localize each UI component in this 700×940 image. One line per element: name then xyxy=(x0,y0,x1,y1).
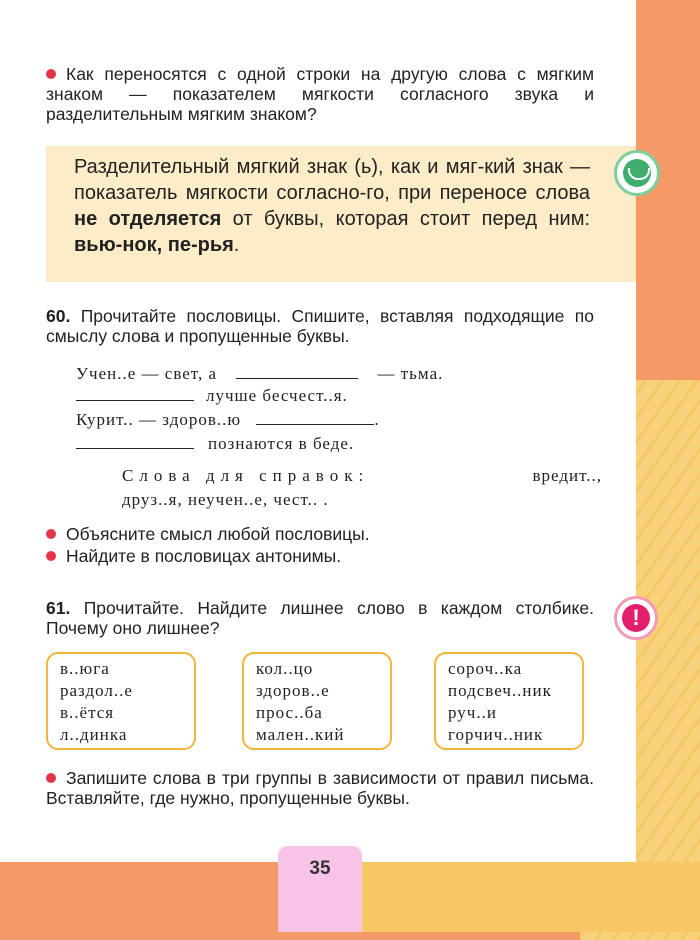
word: в..юга xyxy=(60,659,110,678)
rule-text: Разделительный мягкий знак (ь), как и мяг-кий знак — показатель мягкости согласно-го, при переносе слова не отделяется от буквы, которая стоит перед ним: вью-нок, пе-рья. xyxy=(74,156,590,256)
word: прос..ба xyxy=(256,703,323,722)
word-column-1 xyxy=(46,652,196,750)
word: л..динка xyxy=(60,725,128,744)
word: горчич..ник xyxy=(448,725,544,744)
blank-line xyxy=(76,434,194,449)
word: кол..цо xyxy=(256,659,314,678)
exclamation-icon: ! xyxy=(614,596,658,640)
red-bullet-icon xyxy=(46,551,56,561)
word: подсвеч..ник xyxy=(448,681,552,700)
red-bullet-icon xyxy=(46,773,56,783)
word-column-2 xyxy=(242,652,392,750)
task-antonyms: Найдите в пословицах антонимы. xyxy=(46,546,594,566)
blank-line xyxy=(76,386,194,401)
rule-leaf-icon xyxy=(614,150,660,196)
task-write-groups: Запишите слова в три группы в зависимости от правил письма. Вставляйте, где нужно, пропущенные буквы. xyxy=(46,768,594,808)
blank-line xyxy=(236,364,358,379)
word: руч..и xyxy=(448,703,497,722)
question-1: Как переносятся с одной строки на другую слова с мягким знаком — показателем мягкости согласного звука и разделительным мягким знаком? xyxy=(46,64,594,124)
word: мален..кий xyxy=(256,725,345,744)
word: в..ётся xyxy=(60,703,115,722)
word: сороч..ка xyxy=(448,659,523,678)
proverb-2: лучше бесчест..я. xyxy=(76,386,596,406)
blank-line xyxy=(256,410,374,425)
exercise-61-instruction: 61. Прочитайте. Найдите лишнее слово в каждом столбике. Почему оно лишнее? xyxy=(46,598,594,638)
page-number: 35 xyxy=(309,858,331,879)
reference-words: Слова для справок: вредит.., xyxy=(122,466,602,485)
proverb-3: Курит.. — здоров..ю . xyxy=(76,410,380,429)
word: здоров..е xyxy=(256,681,330,700)
red-bullet-icon xyxy=(46,529,56,539)
proverb-1: Учен..е — свет, а — тьма. xyxy=(76,364,444,383)
word: раздол..е xyxy=(60,681,133,700)
task-explain: Объясните смысл любой пословицы. xyxy=(46,524,594,544)
reference-words-2: друз..я, неучен..е, чест.. . xyxy=(122,490,329,509)
red-bullet-icon xyxy=(46,69,56,79)
exercise-60-instruction: 60. Прочитайте пословицы. Спишите, вставляя подходящие по смыслу слова и пропущенные буквы. xyxy=(46,306,594,346)
word-column-3 xyxy=(434,652,584,750)
proverb-4: познаются в беде. xyxy=(76,434,596,454)
